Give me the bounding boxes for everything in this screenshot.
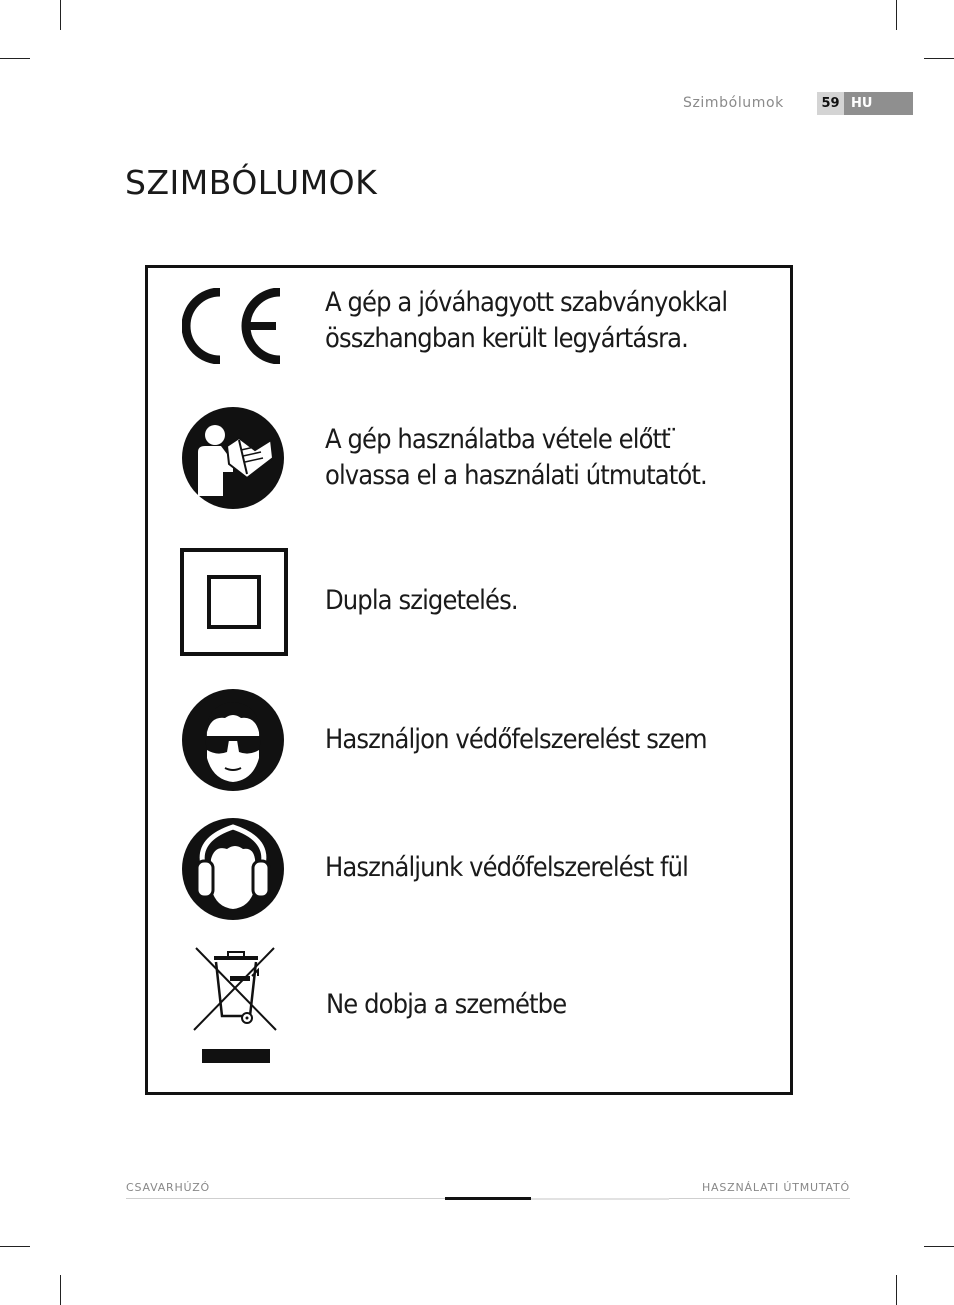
footer-divider-accent [445, 1197, 531, 1200]
symbol-text-line: olvassa el a használati útmutatót. [325, 460, 707, 491]
footer-doc-type: HASZNÁLATI ÚTMUTATÓ [701, 1181, 850, 1194]
crop-mark [924, 58, 954, 59]
symbol-text-line: A gép használatba vétele előtt ̈ [325, 424, 677, 455]
page-number: 59 [817, 92, 844, 115]
crop-mark [0, 1246, 30, 1247]
crop-mark [60, 1275, 61, 1305]
symbol-text-line: Dupla szigetelés. [325, 585, 518, 616]
symbol-text-line: Használjon védőfelszerelést szem [325, 724, 707, 755]
symbol-text-line: Használjunk védőfelszerelést fül [325, 852, 688, 883]
symbol-text-line: Ne dobja a szemétbe [326, 989, 567, 1020]
language-code: HU [844, 92, 913, 115]
symbol-table [145, 265, 793, 1095]
double-insulation-icon [180, 548, 288, 661]
page-title: SZIMBÓLUMOK [125, 163, 378, 202]
crop-mark [924, 1246, 954, 1247]
read-manual-icon [181, 406, 285, 515]
crop-mark [0, 58, 30, 59]
crop-mark [60, 0, 61, 30]
eye-protection-icon [181, 688, 285, 797]
ce-mark-icon [182, 288, 286, 369]
symbol-text-line: A gép a jóváhagyott szabványokkal [325, 287, 728, 318]
footer-divider-accent [531, 1198, 669, 1200]
footer-product-name: CSAVARHÚZÓ [126, 1181, 211, 1194]
header-section-title: Szimbólumok [683, 95, 784, 111]
weee-crossed-bin-icon [192, 946, 278, 1073]
symbol-text-line: összhangban került legyártásra. [325, 323, 688, 354]
crop-mark [896, 0, 897, 30]
ear-protection-icon [181, 817, 285, 926]
crop-mark [896, 1275, 897, 1305]
page-tab [817, 92, 913, 115]
